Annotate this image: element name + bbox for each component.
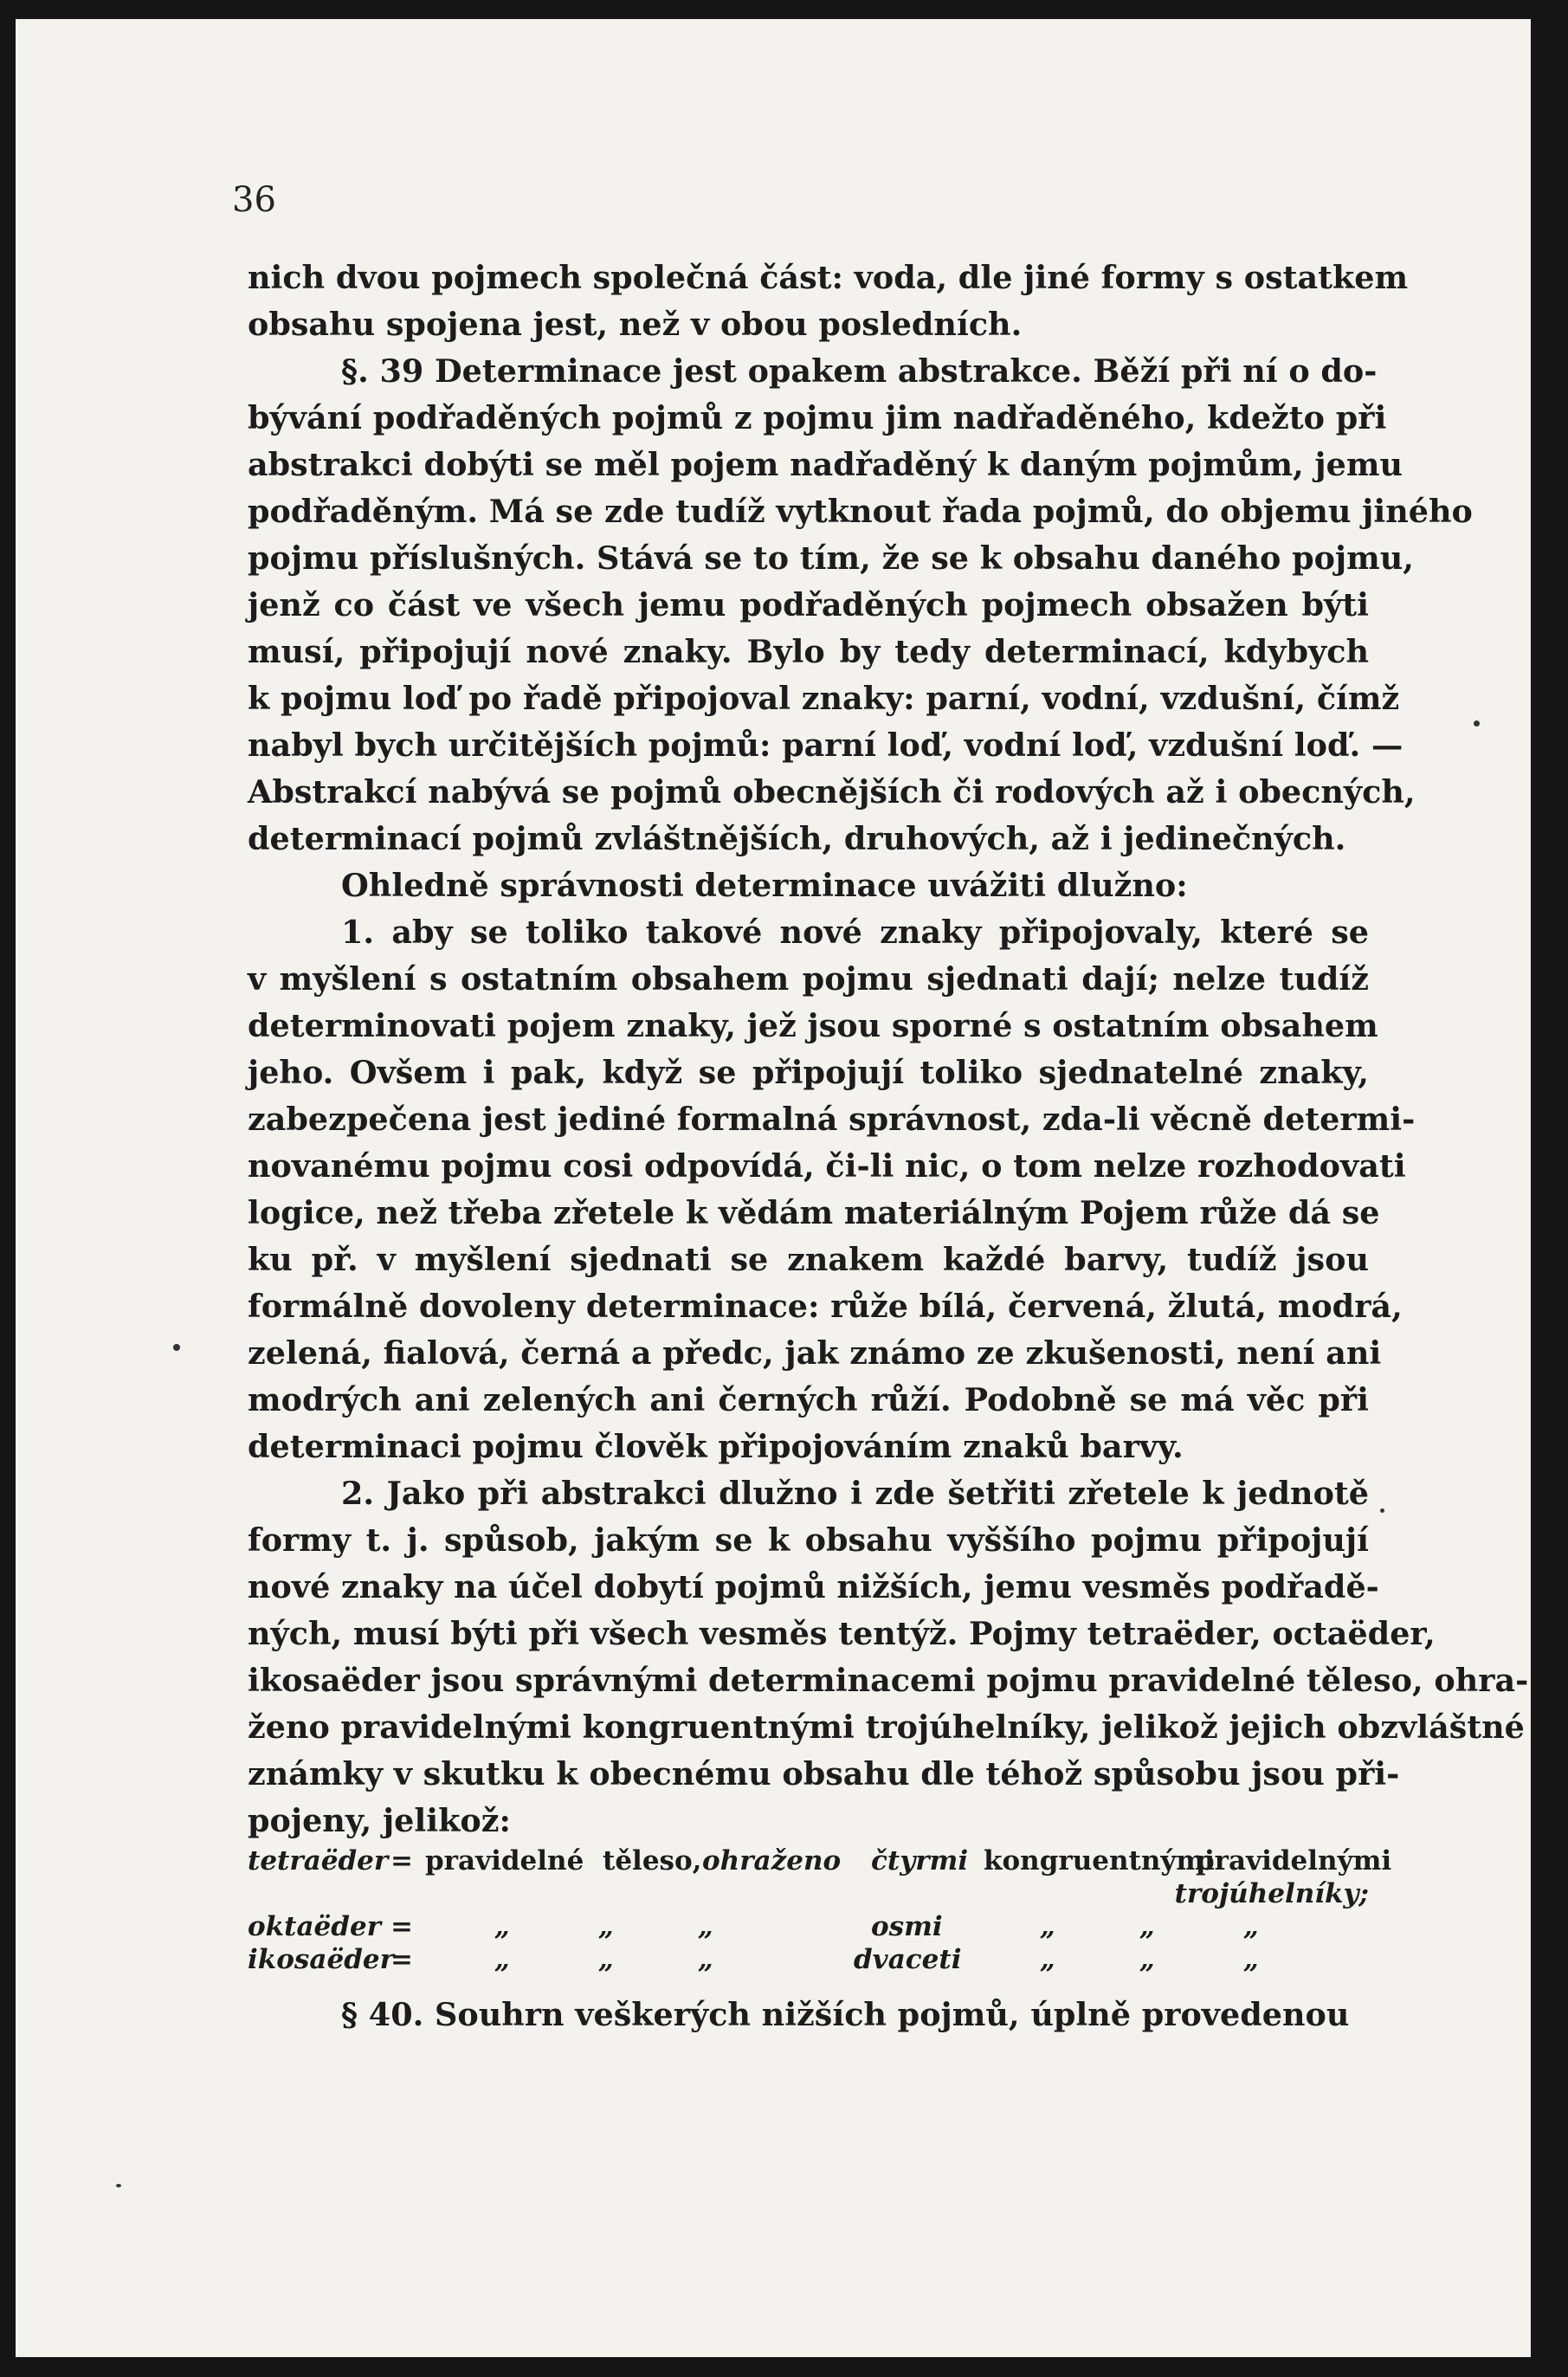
text-line: determinaci pojmu člověk připojováním znaků barvy. — [248, 1428, 1184, 1465]
table-cell: „ — [1243, 1911, 1259, 1942]
text-line: nabyl bych určitějších pojmů: parní loď, vodní loď, vzdušní loď. — — [248, 727, 1403, 764]
text-line: pojeny, jelikož: — [248, 1802, 511, 1839]
table-cell: „ — [1139, 1911, 1155, 1942]
text-line: obsahu spojena jest, než v obou posledních. — [248, 306, 1023, 343]
text-line: Abstrakcí nabývá se pojmů obecnějších či rodových až i obecných, — [248, 773, 1416, 811]
ink-spot — [1380, 1508, 1384, 1513]
text-line: § 40. Souhrn veškerých nižších pojmů, úplně provedenou — [341, 1996, 1350, 2033]
table-cell: „ — [698, 1944, 713, 1975]
text-line: ných, musí býti při všech vesměs tentýž. Pojmy tetraëder, octaëder, — [248, 1615, 1436, 1652]
text-line: modrých ani zelených ani černých růží. Podobně se má věc při — [248, 1381, 1369, 1418]
ink-spot — [173, 1344, 180, 1351]
text-line: 2. Jako při abstrakci dlužno i zde šetřiti zřetele k jednotě — [341, 1475, 1369, 1512]
text-line: podřaděným. Má se zde tudíž vytknout řada pojmů, do objemu jiného — [248, 493, 1473, 530]
text-line: zabezpečena jest jediné formalná správnost, zda-li věcně determi- — [248, 1101, 1416, 1138]
table-cell: těleso, — [603, 1845, 702, 1876]
text-line: bývání podřaděných pojmů z pojmu jim nadřaděného, kdežto při — [248, 399, 1387, 436]
table-cell: dvaceti — [854, 1944, 962, 1975]
table-row — [248, 1910, 1369, 1943]
table-cell: trojúhelníky; — [1174, 1878, 1369, 1909]
text-line: známky v skutku k obecnému obsahu dle téhož spůsobu jsou při- — [248, 1755, 1400, 1792]
text-line: ikosaëder jsou správnými determinacemi pojmu pravidelné těleso, ohra- — [248, 1662, 1529, 1699]
text-line: v myšlení s ostatním obsahem pojmu sjednati dají; nelze tudíž — [248, 960, 1369, 998]
table-cell: pravidelné — [425, 1845, 584, 1876]
text-line: 1. aby se toliko takové nové znaky připojovaly, které se — [341, 914, 1369, 951]
text-line: Ohledně správnosti determinace uvážiti dlužno: — [341, 867, 1188, 904]
table-cell: oktaëder — [248, 1911, 382, 1942]
table-cell: = — [390, 1944, 413, 1975]
table-cell: osmi — [871, 1911, 943, 1942]
table-cell: „ — [598, 1944, 614, 1975]
table-cell: „ — [598, 1911, 614, 1942]
text-line: formy t. j. spůsob, jakým se k obsahu vyššího pojmu připojují — [248, 1521, 1369, 1559]
text-line: novanému pojmu cosi odpovídá, či-li nic, o tom nelze rozhodovati — [248, 1147, 1406, 1185]
text-line: §. 39 Determinace jest opakem abstrakce. Běží při ní o do- — [341, 352, 1378, 390]
page-number: 36 — [232, 180, 276, 220]
table-row — [248, 1844, 1392, 1877]
text-line: formálně dovoleny determinace: růže bílá, červená, žlutá, modrá, — [248, 1288, 1403, 1325]
table-cell: tetraëder — [248, 1845, 389, 1876]
table-cell: kongruentnými — [984, 1845, 1215, 1876]
table-cell: „ — [1139, 1944, 1155, 1975]
ink-spot — [1474, 720, 1480, 727]
text-line: zelená, fialová, černá a předc, jak známo ze zkušenosti, není ani — [248, 1334, 1382, 1372]
text-line: logice, než třeba zřetele k vědám materiálným Pojem růže dá se — [248, 1194, 1380, 1231]
table-cell: čtyrmi — [871, 1845, 969, 1876]
text-line: nové znaky na účel dobytí pojmů nižších, jemu vesměs podřadě- — [248, 1568, 1379, 1605]
table-cell: „ — [494, 1911, 510, 1942]
table-cell: pravidelnými — [1196, 1845, 1392, 1876]
text-line: determinací pojmů zvláštnějších, druhových, až i jedinečných. — [248, 820, 1346, 857]
body-text — [248, 255, 1529, 2038]
table-row — [248, 1877, 1369, 1910]
text-line: nich dvou pojmech společná část: voda, dle jiné formy s ostatkem — [248, 259, 1409, 296]
table-cell: „ — [1243, 1944, 1259, 1975]
text-line: ku př. v myšlení sjednati se znakem každé barvy, tudíž jsou — [248, 1241, 1369, 1278]
text-line: musí, připojují nové znaky. Bylo by tedy determinací, kdybych — [248, 633, 1369, 670]
text-line: pojmu příslušných. Stává se to tím, že se k obsahu daného pojmu, — [248, 539, 1415, 577]
page — [16, 19, 1531, 2357]
table-cell: ohraženo — [702, 1845, 842, 1876]
text-line: jeho. Ovšem i pak, když se připojují toliko sjednatelné znaky, — [248, 1054, 1369, 1091]
table-cell: „ — [698, 1911, 713, 1942]
table-cell: „ — [494, 1944, 510, 1975]
ink-spot — [116, 2184, 121, 2187]
table-cell: = — [390, 1911, 413, 1942]
table-cell: = — [390, 1845, 413, 1876]
table-cell: ikosaëder — [248, 1944, 394, 1975]
text-line: determinovati pojem znaky, jež jsou sporné s ostatním obsahem — [248, 1007, 1378, 1044]
text-line: k pojmu loď po řadě připojoval znaky: parní, vodní, vzdušní, čímž — [248, 680, 1400, 717]
text-line: jenž co část ve všech jemu podřaděných pojmech obsažen býti — [248, 586, 1369, 623]
text-line: ženo pravidelnými kongruentnými trojúhelníky, jelikož jejich obzvláštné — [248, 1708, 1525, 1746]
text-line: abstrakci dobýti se měl pojem nadřaděný k daným pojmům, jemu — [248, 446, 1403, 483]
table-row — [248, 1943, 1369, 1976]
table-cell: „ — [1040, 1911, 1055, 1942]
table-cell: „ — [1040, 1944, 1055, 1975]
